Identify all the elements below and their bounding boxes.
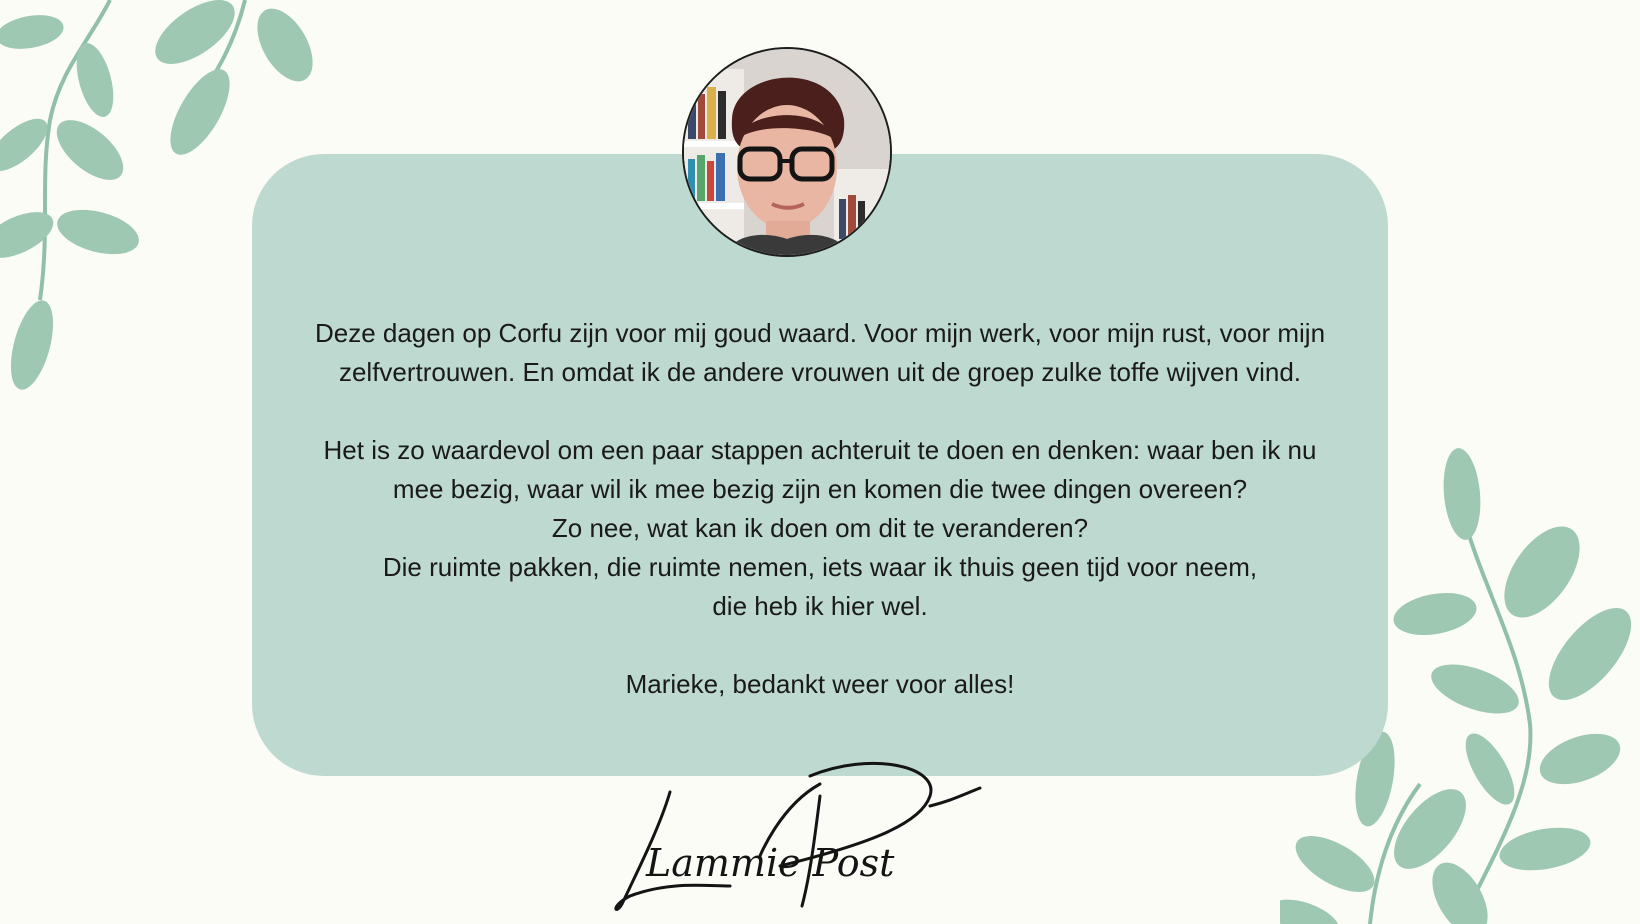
quote-closing: Marieke, bedankt weer voor alles!	[625, 669, 1015, 699]
quote-line: Die ruimte pakken, die ruimte nemen, iets waar ik thuis geen tijd voor neem,	[382, 552, 1258, 582]
quote-line: Het is zo waardevol om een paar stappen achteruit te doen en denken: waar ben ik nu	[323, 435, 1317, 465]
quote-line: zelfvertrouwen. En omdat ik de andere vrouwen uit de groep zulke toffe wijven vind.	[338, 357, 1302, 387]
signature-text: Lammie Post	[646, 841, 895, 885]
quote-line: die heb ik hier wel.	[712, 591, 928, 621]
quote-line: Zo nee, wat kan ik doen om dit te veranderen?	[551, 513, 1089, 543]
quote-line: Deze dagen op Corfu zijn voor mij goud waard. Voor mijn werk, voor mijn rust, voor mijn	[314, 318, 1326, 348]
avatar	[682, 47, 892, 257]
testimonial-quote	[252, 314, 1388, 704]
signature	[610, 756, 990, 916]
quote-line: mee bezig, waar wil ik mee bezig zijn en komen die twee dingen overeen?	[392, 474, 1248, 504]
